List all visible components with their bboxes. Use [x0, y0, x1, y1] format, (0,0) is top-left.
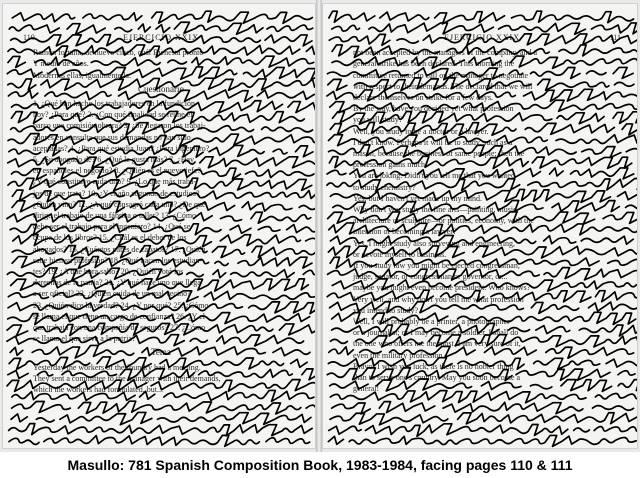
questionnaire-line: debe ser el trabajo para el ingeniero? 14. ¿Qué se [33, 222, 191, 232]
right-page [322, 3, 638, 449]
tema-line: Yesterday the workers of the foundry had a meeting. [33, 362, 201, 372]
right-page-lines [343, 47, 621, 394]
questionnaire-line: en españoles el negocio? 8. ¿Quién es el nuevo jefe? [33, 166, 201, 176]
questionnaire-title: Cuestionario [138, 83, 184, 94]
text-line: Yes. I might study also surveying and engineering, [353, 238, 516, 248]
questionnaire-line: 23. ¿Quién dice la verdad? 24. ¿Y por qué? 25. ¿Cómo [33, 300, 209, 310]
questionnaire-line: se llama el que sirve a la patria? [33, 334, 136, 344]
questionnaire-line: ocupa de los libros? 15. ¿Cuál es el deber de los [33, 233, 187, 243]
left-page-text [3, 4, 315, 448]
text-line: I don't know. Perhaps it will be to study, such as a [353, 137, 513, 147]
left-page [2, 3, 316, 449]
left-page-heading: EJERCICIO XXIX [123, 33, 199, 42]
text-line: You are joking. Didn't you tell me that you wanted [353, 171, 515, 181]
tema-lines [23, 362, 299, 396]
questionnaire-line: jos de que trata? 10. ¿Y el año segundo de estudios? [33, 188, 200, 198]
text-line: even the military profession. [353, 350, 445, 360]
questionnaire-line: derechos de la patria? 21. ¿Y qué hace uno que llega [33, 278, 201, 288]
questionnaire-line: abogados? 16. ¿Cuántos pares de zapatos? 17. ¿Quién [33, 244, 206, 254]
left-page-number: 110 [23, 33, 35, 42]
text-line: general! [353, 384, 380, 394]
right-page-number: 111 [609, 33, 621, 42]
questionnaire-line: barco una comisión obrera? 3. ¿Se llegaron los trabaj- [33, 121, 206, 131]
right-page-text [323, 4, 637, 448]
text-line: not been accepted by the managers of the company, and a [353, 48, 538, 58]
text-line: judge, senator, or congressman or governor, or... [353, 272, 508, 282]
text-line: with respect to their demands. The declared that we will [353, 81, 533, 91]
text-line: the one who offers me the most. I am very sure of it, [353, 339, 521, 349]
text-line: or devote myself to business. [353, 249, 447, 259]
questionnaire-line: ¿Y qué constituye cada uno? 9. ¿Lo que más traba- [33, 177, 197, 187]
questionnaire-line: tes? 19. ¿A qué hora salió? 20. ¿Quién votó los [33, 267, 184, 277]
intro-line: Modernas ellas, igualmente la. [33, 70, 131, 80]
intro-line: Y medio de años. [33, 59, 89, 69]
questionnaire-line: se llama el que tiene un cargo de confianza? 26. ¿Y el [33, 311, 205, 321]
text-line: profession gains much. [353, 160, 427, 170]
questionnaire-line: ¿Quién vino? 11. ¿A qué consagró cada uno? ¿De qué [33, 199, 206, 209]
text-line: declare themselves on strike for a few days. [353, 93, 493, 103]
questionnaire-line: dirige el trabajo de una fábrica o taller? 13. ¿Cómo [33, 211, 197, 221]
questionnaire-line: 5. ¿Su abogado de? 6. ¿Qué le gusta más? 7. ¿Hay [33, 155, 195, 165]
questionnaire-line: aceptadas? 4. ¿Para qué estudia Juan? ¿Para ingeniero? [33, 143, 210, 153]
questionnaire-line: hoy? ¿Para qué? 2. ¿Con qué finalidad se reúne el [33, 110, 193, 120]
questionnaire-line: sabe bien su profesión? 18. ¿Qué hacen los estudian- [33, 255, 203, 265]
text-line: Well, you study to be a doctor or a lawyer. [353, 126, 489, 136]
text-line: Why don't you study the fine arts—painting, music, [353, 205, 519, 215]
text-line: you will study? [353, 115, 403, 125]
questionnaire-line: adores en consulta que sus demandas no han sido [33, 132, 191, 142]
text-line: By the way, have you decided yet what profession [353, 104, 514, 114]
tema-title: Tema [151, 347, 171, 358]
text-line: or a journalist; or I may become a soldier. I shall do [353, 328, 519, 338]
questionnaire-line: a ser oficial? 22. ¿Quién cuida de un mal vecino? [33, 289, 191, 299]
text-line: committee returned to call on the manager to negotiate [353, 70, 529, 80]
text-line: Well, I will probably be a printer, a photographer [353, 317, 510, 327]
questionnaire-line: que trabaja con una compañía de seguros? 27. ¿Cómo [33, 323, 206, 333]
text-line: Very well, and why don't you tell me what profession [353, 294, 524, 304]
left-intro-lines [23, 47, 299, 81]
text-line: than to serve one's country. May you soon become a [353, 373, 521, 383]
text-line: general strike has been declared. This morning the [353, 59, 515, 69]
text-line: intention of becoming a lawyer? [353, 227, 457, 237]
text-line: you intend to study? [353, 305, 419, 315]
tema-line: They sent a committee to the manager with their demands, [33, 373, 221, 383]
text-line: Yes, but I haven't yet made up my mind. [353, 193, 483, 203]
tema-line: which the workers had formulated, but... [33, 385, 163, 395]
intro-line: Ramón fortuna, de nuevo cinco, cuál Bienesta pronto [33, 48, 204, 58]
text-line: maybe you might even become president. Who knows? [353, 283, 531, 293]
image-caption: Masullo: 781 Spanish Composition Book, 1983-1984, facing pages 110 & 111 [67, 457, 573, 473]
questionnaire-line: 1. ¿Qué han hecho los trabajadores en la fundición [33, 99, 195, 109]
text-line: architecture or sculpture—or politics, economy, with the [353, 216, 534, 226]
text-line: If you study law you might be elected congressman, [353, 261, 520, 271]
text-line: to study chemistry? [353, 182, 416, 192]
questionnaire-lines [23, 98, 299, 344]
text-line: mason, because the business of same people; then the [353, 149, 525, 159]
right-page-heading: EJERCICIO XXIX [444, 33, 520, 42]
text-line: Bravo! I wish you luck, as there is no nobler thing [353, 361, 514, 371]
